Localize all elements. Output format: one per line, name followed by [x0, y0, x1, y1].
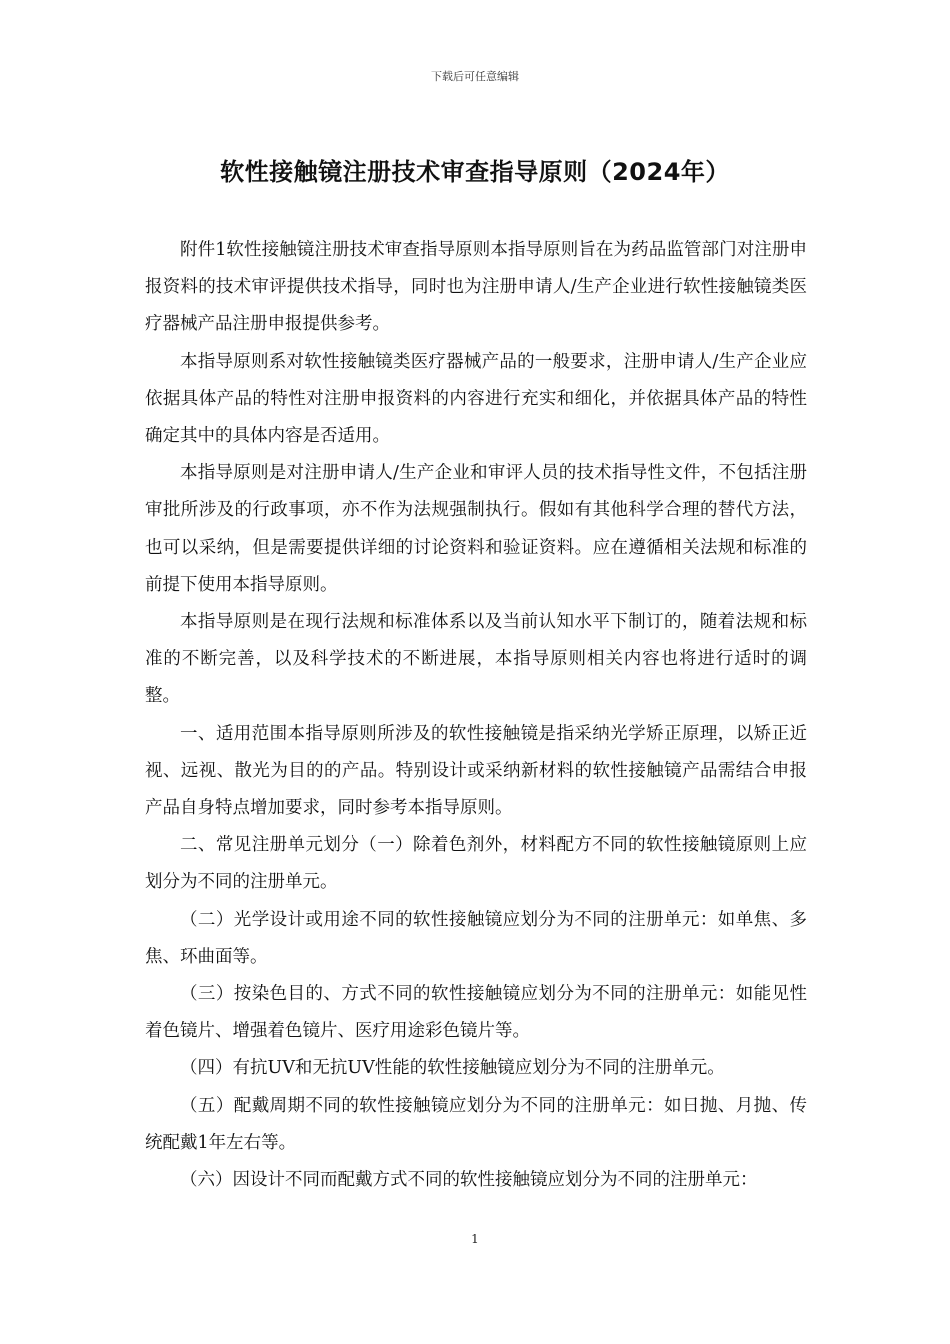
- paragraph-registration-units: 二、常见注册单元划分（一）除着色剂外，材料配方不同的软性接触镜原则上应划分为不同的注册单元。: [145, 835, 807, 893]
- page-number: 1: [471, 1232, 479, 1246]
- paragraph-wear-cycle: （五）配戴周期不同的软性接触镜应划分为不同的注册单元：如日抛、月抛、传统配戴1年左右等。: [145, 1095, 807, 1153]
- document-body: [145, 232, 807, 1199]
- paragraph-uv: （四）有抗UV和无抗UV性能的软性接触镜应划分为不同的注册单元。: [180, 1058, 725, 1079]
- paragraph-tinting: （三）按染色目的、方式不同的软性接触镜应划分为不同的注册单元：如能见性着色镜片、增强着色镜片、医疗用途彩色镜片等。: [145, 984, 807, 1042]
- paragraph-optical-design: （二）光学设计或用途不同的软性接触镜应划分为不同的注册单元：如单焦、多焦、环曲面等。: [145, 909, 807, 967]
- paragraph-wear-mode: （六）因设计不同而配戴方式不同的软性接触镜应划分为不同的注册单元：: [180, 1170, 758, 1191]
- paragraph-scope: 一、适用范围本指导原则所涉及的软性接触镜是指采纳光学矫正原理，以矫正近视、远视、散光为目的的产品。特别设计或采纳新材料的软性接触镜产品需结合申报产品自身特点增加要求，同时参考本指导原则。: [145, 723, 807, 819]
- paragraph-general-requirements: 本指导原则系对软性接触镜类医疗器械产品的一般要求，注册申请人/生产企业应依据具体产品的特性对注册申报资料的内容进行充实和细化，并依据具体产品的特性确定其中的具体内容是否适用。: [145, 351, 807, 447]
- paragraph-revision-note: 本指导原则是在现行法规和标准体系以及当前认知水平下制订的，随着法规和标准的不断完善，以及科学技术的不断进展，本指导原则相关内容也将进行适时的调整。: [145, 612, 807, 707]
- paragraph-guidance-nature: 本指导原则是对注册申请人/生产企业和审评人员的技术指导性文件，不包括注册审批所涉及的行政事项，亦不作为法规强制执行。假如有其他科学合理的替代方法，也可以采纳，但是需要提供详细的讨论资料和验证资料。应在遵循相关法规和标准的前提下使用本指导原则。: [145, 463, 807, 595]
- document-title: 软性接触镜注册技术审查指导原则（2024年）: [220, 158, 730, 186]
- page-header: 下载后可任意编辑: [431, 70, 519, 83]
- paragraph-intro: 附件1软性接触镜注册技术审查指导原则本指导原则旨在为药品监管部门对注册申报资料的技术审评提供技术指导，同时也为注册申请人/生产企业进行软性接触镜类医疗器械产品注册申报提供参考。: [145, 240, 807, 335]
